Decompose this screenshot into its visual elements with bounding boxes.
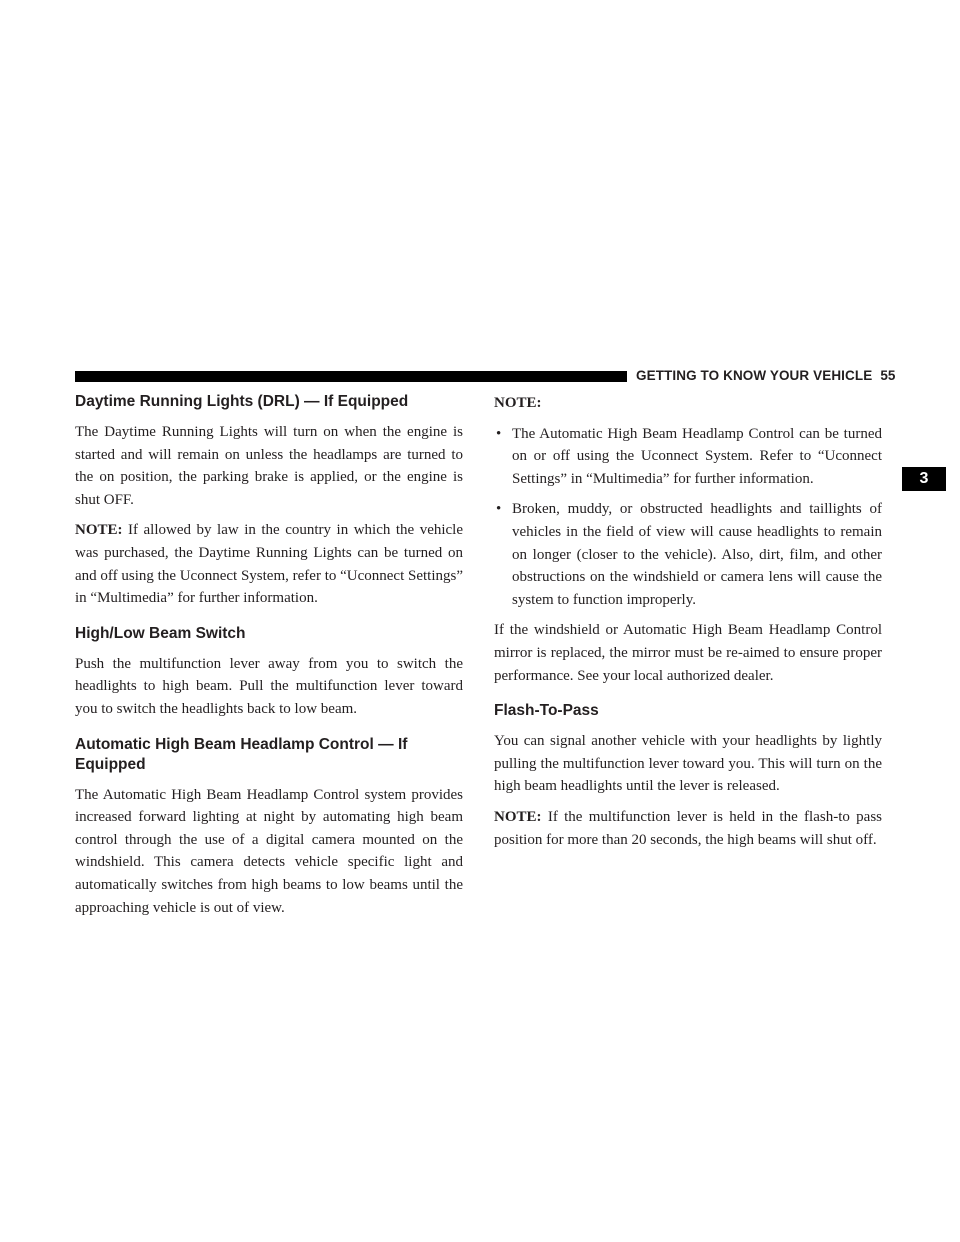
right-column	[494, 392, 882, 859]
running-header	[636, 368, 896, 383]
note-heading	[494, 392, 882, 415]
note-label: NOTE:	[75, 522, 123, 539]
drl-paragraph: The Daytime Running Lights will turn on when the engine is started and will remain on unless the headlamps are turned to the on position, the parking brake is applied, or the engine is shut OFF.	[75, 424, 463, 508]
auto-high-beam-heading: Automatic High Beam Headlamp Control — If Equipped	[75, 735, 408, 773]
note-text: If the multifunction lever is held in the flash-to pass position for more than 20 seconds, the high beams will shut off.	[494, 808, 882, 848]
drl-note	[75, 519, 463, 609]
chapter-tab: 3	[902, 467, 946, 491]
header-rule	[75, 371, 627, 382]
page-number: 55	[880, 368, 896, 383]
note-text: If allowed by law in the country in which the vehicle was purchased, the Daytime Running Lights can be turned on and off using the Uconnect System, refer to “Uconnect Settings” in “Multimedia” for further information.	[75, 522, 464, 607]
auto-high-beam-paragraph: The Automatic High Beam Headlamp Control system provides increased forward lighting at night by automating high beam control through the use of a digital camera mounted on the windshield. This camera detects vehicle specific light and automatically switches from high beams to low beams until the approaching vehicle is out of view.	[75, 786, 463, 916]
list-item-text: Broken, muddy, or obstructed headlights and taillights of vehicles in the field of view will cause headlights to remain on longer (closer to the vehicle). Also, dirt, film, and other obstructions on the windshield or camera lens will cause the system to function improperly.	[512, 501, 882, 608]
flash-to-pass-note	[494, 806, 882, 851]
high-low-beam-heading: High/Low Beam Switch	[75, 624, 246, 642]
high-low-beam-paragraph: Push the multifunction lever away from you to switch the headlights to high beam. Pull the multifunction lever toward you to switch the headlights back to low beam.	[75, 655, 463, 717]
flash-to-pass-heading: Flash-To-Pass	[494, 702, 599, 720]
note-label: NOTE:	[494, 808, 542, 825]
note-label: NOTE:	[494, 395, 542, 411]
list-item	[494, 498, 882, 611]
flash-to-pass-paragraph: You can signal another vehicle with your headlights by lightly pulling the multifunction lever toward you. This will turn on the high beam headlights until the lever is released.	[494, 733, 882, 795]
list-item-text: The Automatic High Beam Headlamp Control can be turned on or off using the Uconnect System. Refer to “Uconnect Settings” in “Multimedia” for further information.	[512, 425, 882, 487]
drl-heading: Daytime Running Lights (DRL) — If Equipped	[75, 393, 409, 410]
left-column	[75, 392, 463, 927]
list-item	[494, 423, 882, 491]
header-section-title: GETTING TO KNOW YOUR VEHICLE	[636, 368, 873, 383]
windshield-paragraph: If the windshield or Automatic High Beam Headlamp Control mirror is replaced, the mirror must be re-aimed to ensure proper performance. See your local authorized dealer.	[494, 622, 882, 684]
bullet-icon: •	[496, 501, 502, 518]
bullet-icon: •	[496, 425, 502, 442]
